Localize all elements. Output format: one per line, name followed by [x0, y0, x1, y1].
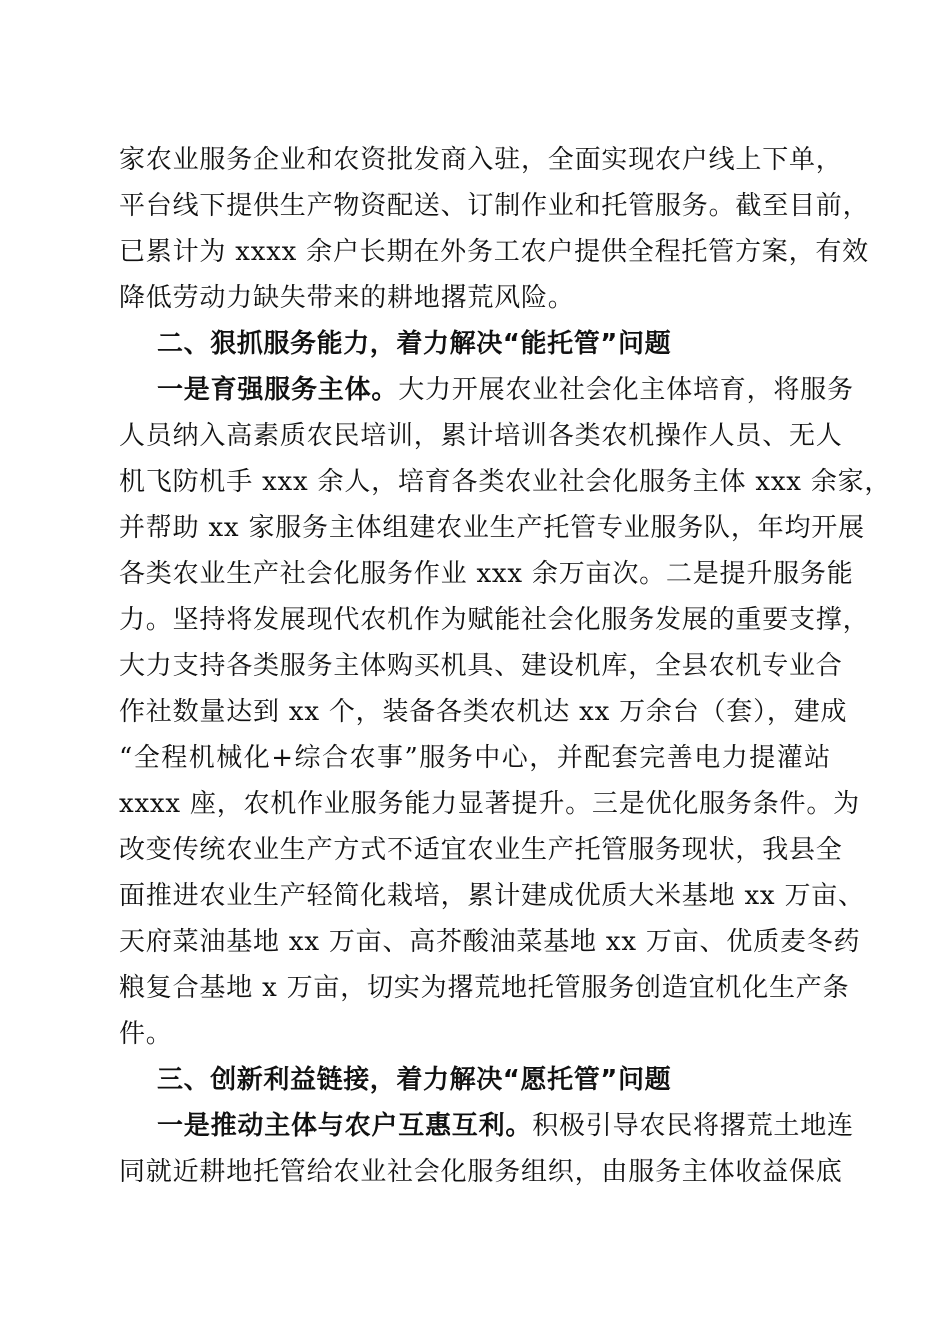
paragraph-line: 面推进农业生产轻简化栽培，累计建成优质大米基地 xx 万亩、: [119, 881, 865, 911]
paragraph-line: “全程机械化+综合农事”服务中心，并配套完善电力提灌站: [119, 743, 831, 773]
paragraph-line: 各类农业生产社会化服务作业 xxx 余万亩次。二是提升服务能: [119, 559, 854, 589]
paragraph-line: 机飞防机手 xxx 余人，培育各类农业社会化服务主体 xxx 余家，: [119, 467, 892, 497]
lead-rest: 大力开展农业社会化主体培育，将服务: [398, 375, 854, 405]
paragraph-line: 同就近耕地托管给农业社会化服务组织，由服务主体收益保底: [119, 1157, 843, 1187]
paragraph-line: 并帮助 xx 家服务主体组建农业生产托管专业服务队，年均开展: [119, 513, 865, 543]
paragraph-line: xxxx 座，农机作业服务能力显著提升。三是优化服务条件。为: [119, 789, 860, 819]
section-heading-2: 二、狠抓服务能力，着力解决“能托管”问题: [157, 329, 672, 359]
paragraph-line: 天府菜油基地 xx 万亩、高芥酸油菜基地 xx 万亩、优质麦冬药: [119, 927, 861, 957]
paragraph-line: 作社数量达到 xx 个，装备各类农机达 xx 万余台（套），建成: [119, 697, 848, 727]
paragraph-line: 已累计为 xxxx 余户长期在外务工农户提供全程托管方案，有效: [119, 237, 869, 267]
paragraph-line: [157, 1108, 854, 1144]
paragraph-line: 大力支持各类服务主体购买机具、建设机库，全县农机专业合: [119, 651, 843, 681]
lead-phrase: 一是育强服务主体。: [157, 375, 399, 405]
paragraph-line: [157, 372, 854, 408]
lead-rest: 积极引导农民将撂荒土地连: [532, 1111, 854, 1141]
paragraph-line: 平台线下提供生产物资配送、订制作业和托管服务。截至目前，: [119, 191, 870, 221]
paragraph-line: 件。: [119, 1019, 173, 1049]
paragraph-line: 降低劳动力缺失带来的耕地撂荒风险。: [119, 283, 575, 313]
paragraph-line: 力。坚持将发展现代农机作为赋能社会化服务发展的重要支撑，: [119, 605, 870, 635]
paragraph-line: 人员纳入高素质农民培训，累计培训各类农机操作人员、无人: [119, 421, 843, 451]
paragraph-line: 改变传统农业生产方式不适宜农业生产托管服务现状，我县全: [119, 835, 843, 865]
paragraph-line: 粮复合基地 x 万亩，切实为撂荒地托管服务创造宜机化生产条: [119, 973, 850, 1003]
paragraph-line: 家农业服务企业和农资批发商入驻，全面实现农户线上下单，: [119, 145, 843, 175]
section-heading-3: 三、创新利益链接，着力解决“愿托管”问题: [157, 1065, 672, 1095]
lead-phrase: 一是推动主体与农户互惠互利。: [157, 1111, 533, 1141]
